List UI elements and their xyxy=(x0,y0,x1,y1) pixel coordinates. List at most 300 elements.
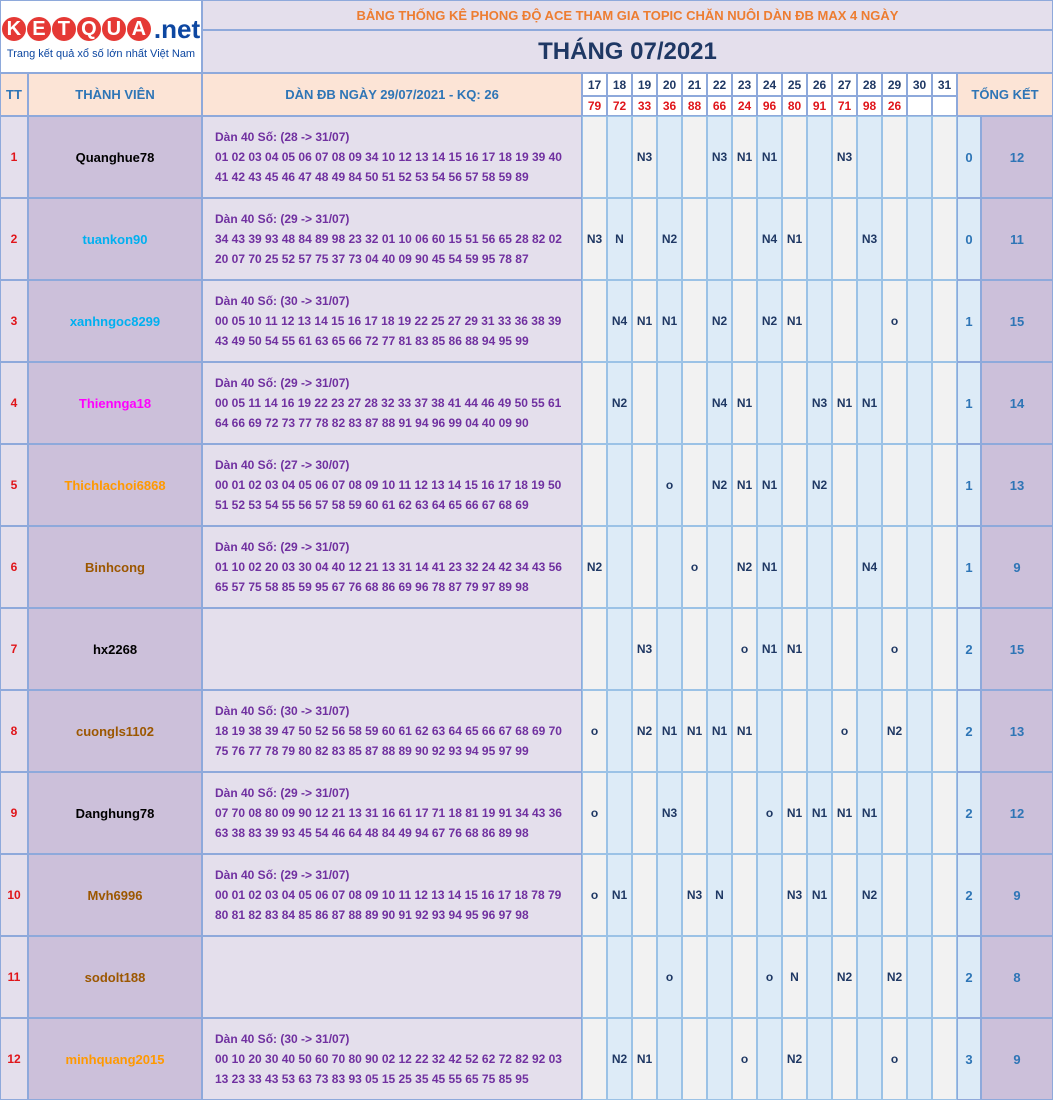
dan-line: 41 42 43 45 46 47 48 49 84 50 51 52 53 54 56 57 58 59 89 xyxy=(215,170,529,184)
dan-line: 01 02 03 04 05 06 07 08 09 34 10 12 13 14 15 16 17 18 19 39 40 xyxy=(215,150,562,164)
dan-line: 13 23 33 43 53 63 73 83 93 05 15 25 35 45 55 65 75 85 95 xyxy=(215,1072,529,1086)
member-name: Thichlachoi6868 xyxy=(28,444,202,526)
day-mark: N3 xyxy=(582,198,607,280)
day-mark xyxy=(807,526,832,608)
day-mark: o xyxy=(882,608,907,690)
day-mark: N2 xyxy=(707,280,732,362)
day-mark xyxy=(832,608,857,690)
dan-cell xyxy=(202,444,582,526)
day-mark xyxy=(632,198,657,280)
dan-line: 18 19 38 39 47 50 52 56 58 59 60 61 62 63 64 65 66 67 68 69 70 xyxy=(215,724,562,738)
day-mark xyxy=(782,690,807,772)
day-mark xyxy=(582,362,607,444)
day-mark xyxy=(657,854,682,936)
day-header: 24 xyxy=(757,73,782,96)
day-mark: N xyxy=(782,936,807,1018)
day-mark xyxy=(782,526,807,608)
day-mark: o xyxy=(757,936,782,1018)
day-mark xyxy=(682,444,707,526)
day-mark xyxy=(832,1018,857,1100)
dan-line: Dàn 40 Số: (29 -> 31/07) xyxy=(215,868,350,882)
day-mark: N2 xyxy=(732,526,757,608)
logo-letter: U xyxy=(102,17,126,41)
day-mark xyxy=(807,936,832,1018)
day-mark: N2 xyxy=(882,936,907,1018)
dan-line: Dàn 40 Số: (30 -> 31/07) xyxy=(215,704,350,718)
dan-line xyxy=(215,987,581,1007)
day-mark: N2 xyxy=(632,690,657,772)
day-mark: N1 xyxy=(832,772,857,854)
month-title: THÁNG 07/2021 xyxy=(202,30,1053,73)
col-total: TỔNG KẾT xyxy=(957,73,1053,116)
col-dan: DÀN ĐB NGÀY 29/07/2021 - KQ: 26 xyxy=(202,73,582,116)
day-header: 29 xyxy=(882,73,907,96)
day-mark xyxy=(682,198,707,280)
day-mark: o xyxy=(757,772,782,854)
day-mark: N1 xyxy=(757,116,782,198)
day-mark xyxy=(632,444,657,526)
day-mark xyxy=(582,116,607,198)
result-header: 24 xyxy=(732,96,757,116)
day-header: 21 xyxy=(682,73,707,96)
logo-letter: A xyxy=(127,17,151,41)
day-mark: N1 xyxy=(782,198,807,280)
dan-line: Dàn 40 Số: (29 -> 31/07) xyxy=(215,540,350,554)
day-mark xyxy=(732,198,757,280)
day-mark xyxy=(857,280,882,362)
day-mark xyxy=(907,362,932,444)
day-mark xyxy=(707,1018,732,1100)
day-mark xyxy=(857,1018,882,1100)
dan-line: 80 81 82 83 84 85 86 87 88 89 90 91 92 93 94 95 96 97 98 xyxy=(215,908,529,922)
logo-tagline: Trang kết quả xổ số lớn nhất Việt Nam xyxy=(6,47,196,60)
day-mark xyxy=(582,444,607,526)
day-mark: N1 xyxy=(832,362,857,444)
dan-cell xyxy=(202,362,582,444)
row-number: 8 xyxy=(0,690,28,772)
day-mark xyxy=(857,444,882,526)
day-header: 25 xyxy=(782,73,807,96)
dan-line: Dàn 40 Số: (29 -> 31/07) xyxy=(215,212,350,226)
day-mark xyxy=(682,362,707,444)
day-mark: N2 xyxy=(807,444,832,526)
day-mark xyxy=(932,854,957,936)
day-header: 17 xyxy=(582,73,607,96)
day-mark xyxy=(832,444,857,526)
result-header xyxy=(907,96,932,116)
day-mark xyxy=(782,362,807,444)
day-mark: N1 xyxy=(607,854,632,936)
sheet-title: BẢNG THỐNG KÊ PHONG ĐỘ ACE THAM GIA TOPIC CHĂN NUÔI DÀN ĐB MAX 4 NGÀY xyxy=(202,0,1053,30)
day-mark: o xyxy=(657,936,682,1018)
logo-letter: Q xyxy=(77,17,101,41)
day-mark xyxy=(807,608,832,690)
member-name: hx2268 xyxy=(28,608,202,690)
day-mark: N1 xyxy=(657,280,682,362)
day-mark: N2 xyxy=(757,280,782,362)
day-mark: N1 xyxy=(807,854,832,936)
day-mark xyxy=(707,608,732,690)
total-count: 13 xyxy=(981,444,1053,526)
dan-line: 63 38 83 39 93 45 54 46 64 48 84 49 94 67 76 68 86 89 98 xyxy=(215,826,529,840)
day-mark xyxy=(582,1018,607,1100)
result-header: 80 xyxy=(782,96,807,116)
day-mark: o xyxy=(582,690,607,772)
row-number: 3 xyxy=(0,280,28,362)
member-name: minhquang2015 xyxy=(28,1018,202,1100)
result-header: 66 xyxy=(707,96,732,116)
day-mark xyxy=(907,608,932,690)
day-mark: N2 xyxy=(782,1018,807,1100)
day-mark: o xyxy=(882,1018,907,1100)
day-mark xyxy=(932,362,957,444)
day-mark xyxy=(607,690,632,772)
total-count: 15 xyxy=(981,608,1053,690)
day-mark xyxy=(732,772,757,854)
day-mark xyxy=(782,444,807,526)
win-count: 1 xyxy=(957,444,981,526)
dan-cell xyxy=(202,198,582,280)
day-mark xyxy=(807,198,832,280)
day-mark: N2 xyxy=(582,526,607,608)
day-mark xyxy=(657,116,682,198)
win-count: 0 xyxy=(957,116,981,198)
dan-line: Dàn 40 Số: (28 -> 31/07) xyxy=(215,130,350,144)
day-mark xyxy=(632,362,657,444)
dan-cell xyxy=(202,690,582,772)
day-mark: N3 xyxy=(832,116,857,198)
day-mark: N1 xyxy=(732,444,757,526)
col-member: THÀNH VIÊN xyxy=(28,73,202,116)
day-mark: N4 xyxy=(607,280,632,362)
day-mark xyxy=(907,198,932,280)
row-number: 4 xyxy=(0,362,28,444)
total-count: 9 xyxy=(981,854,1053,936)
day-mark xyxy=(932,690,957,772)
dan-line: Dàn 40 Số: (29 -> 31/07) xyxy=(215,376,350,390)
day-mark xyxy=(632,936,657,1018)
day-header: 18 xyxy=(607,73,632,96)
total-count: 9 xyxy=(981,1018,1053,1100)
day-mark: N2 xyxy=(707,444,732,526)
day-mark xyxy=(707,198,732,280)
day-mark: N1 xyxy=(732,690,757,772)
day-mark: N3 xyxy=(632,608,657,690)
day-mark xyxy=(932,772,957,854)
win-count: 2 xyxy=(957,690,981,772)
day-mark xyxy=(807,280,832,362)
day-mark xyxy=(657,1018,682,1100)
day-mark: N1 xyxy=(757,526,782,608)
day-mark xyxy=(882,772,907,854)
member-name: tuankon90 xyxy=(28,198,202,280)
dan-cell xyxy=(202,526,582,608)
member-name: cuongls1102 xyxy=(28,690,202,772)
day-mark: N4 xyxy=(757,198,782,280)
day-mark xyxy=(932,198,957,280)
result-header: 33 xyxy=(632,96,657,116)
result-header: 26 xyxy=(882,96,907,116)
day-mark: N1 xyxy=(657,690,682,772)
day-mark: N1 xyxy=(782,280,807,362)
win-count: 2 xyxy=(957,772,981,854)
dan-line: 75 76 77 78 79 80 82 83 85 87 88 89 90 92 93 94 95 97 99 xyxy=(215,744,529,758)
day-mark xyxy=(582,936,607,1018)
row-number: 10 xyxy=(0,854,28,936)
day-mark xyxy=(907,444,932,526)
member-name: xanhngoc8299 xyxy=(28,280,202,362)
day-mark xyxy=(757,690,782,772)
day-mark xyxy=(607,936,632,1018)
day-mark: N1 xyxy=(857,772,882,854)
day-header: 26 xyxy=(807,73,832,96)
day-mark: N3 xyxy=(807,362,832,444)
day-mark: N xyxy=(707,854,732,936)
dan-line: 43 49 50 54 55 61 63 65 66 72 77 81 83 85 86 88 94 95 99 xyxy=(215,334,529,348)
day-mark xyxy=(632,772,657,854)
total-count: 12 xyxy=(981,772,1053,854)
day-mark: N3 xyxy=(707,116,732,198)
day-mark: N1 xyxy=(682,690,707,772)
day-mark xyxy=(657,526,682,608)
day-mark xyxy=(732,936,757,1018)
day-mark: N3 xyxy=(682,854,707,936)
day-mark xyxy=(607,526,632,608)
day-mark xyxy=(607,608,632,690)
day-mark xyxy=(607,772,632,854)
dan-cell xyxy=(202,936,582,1018)
dan-line xyxy=(215,619,581,639)
row-number: 12 xyxy=(0,1018,28,1100)
day-mark xyxy=(882,854,907,936)
day-mark xyxy=(582,608,607,690)
row-number: 11 xyxy=(0,936,28,1018)
day-mark xyxy=(907,772,932,854)
row-number: 9 xyxy=(0,772,28,854)
day-header: 28 xyxy=(857,73,882,96)
dan-line: 34 43 39 93 48 84 89 98 23 32 01 10 06 60 15 51 56 65 28 82 02 xyxy=(215,232,562,246)
day-mark xyxy=(832,854,857,936)
total-count: 15 xyxy=(981,280,1053,362)
day-mark xyxy=(907,526,932,608)
dan-cell xyxy=(202,772,582,854)
day-mark xyxy=(707,936,732,1018)
day-mark xyxy=(757,362,782,444)
dan-line: 00 10 20 30 40 50 60 70 80 90 02 12 22 32 42 52 62 72 82 92 03 xyxy=(215,1052,562,1066)
day-mark xyxy=(932,1018,957,1100)
day-mark: N3 xyxy=(782,854,807,936)
row-number: 7 xyxy=(0,608,28,690)
result-header: 71 xyxy=(832,96,857,116)
total-count: 8 xyxy=(981,936,1053,1018)
day-mark xyxy=(807,116,832,198)
day-mark: N2 xyxy=(832,936,857,1018)
day-header: 23 xyxy=(732,73,757,96)
day-mark xyxy=(882,526,907,608)
day-header: 27 xyxy=(832,73,857,96)
day-mark: N1 xyxy=(632,1018,657,1100)
day-mark xyxy=(882,362,907,444)
day-mark: o xyxy=(657,444,682,526)
dan-line xyxy=(215,639,581,659)
logo-letter: E xyxy=(27,17,51,41)
day-mark xyxy=(807,690,832,772)
member-name: Thiennga18 xyxy=(28,362,202,444)
day-mark: N1 xyxy=(732,116,757,198)
dan-line: 51 52 53 54 55 56 57 58 59 60 61 62 63 64 65 66 67 68 69 xyxy=(215,498,529,512)
dan-line xyxy=(215,967,581,987)
day-mark xyxy=(857,690,882,772)
day-mark xyxy=(707,772,732,854)
dan-line: 01 10 02 20 03 30 04 40 12 21 13 31 14 41 23 32 24 42 34 43 56 xyxy=(215,560,562,574)
day-mark: N3 xyxy=(857,198,882,280)
day-header: 31 xyxy=(932,73,957,96)
day-mark xyxy=(882,198,907,280)
day-mark xyxy=(932,116,957,198)
day-mark: N2 xyxy=(857,854,882,936)
day-mark xyxy=(607,116,632,198)
day-mark xyxy=(907,936,932,1018)
day-mark: N4 xyxy=(707,362,732,444)
day-mark: N1 xyxy=(807,772,832,854)
row-number: 1 xyxy=(0,116,28,198)
dan-line: 07 70 08 80 09 90 12 21 13 31 16 61 17 71 18 81 19 91 34 43 36 xyxy=(215,806,562,820)
day-mark: N3 xyxy=(632,116,657,198)
day-mark: o xyxy=(582,772,607,854)
day-mark: N1 xyxy=(732,362,757,444)
win-count: 2 xyxy=(957,854,981,936)
dan-line: 65 57 75 58 85 59 95 67 76 68 86 69 96 78 87 79 97 89 98 xyxy=(215,580,529,594)
day-mark xyxy=(832,280,857,362)
day-mark xyxy=(907,690,932,772)
dan-line: Dàn 40 Số: (30 -> 31/07) xyxy=(215,1032,350,1046)
day-mark xyxy=(632,526,657,608)
day-mark xyxy=(757,854,782,936)
day-mark xyxy=(932,280,957,362)
day-mark: N2 xyxy=(882,690,907,772)
result-header xyxy=(932,96,957,116)
day-mark: N1 xyxy=(782,772,807,854)
row-number: 2 xyxy=(0,198,28,280)
win-count: 0 xyxy=(957,198,981,280)
day-mark xyxy=(682,280,707,362)
day-mark xyxy=(682,772,707,854)
win-count: 2 xyxy=(957,936,981,1018)
day-mark: N2 xyxy=(657,198,682,280)
win-count: 1 xyxy=(957,362,981,444)
result-header: 98 xyxy=(857,96,882,116)
day-header: 19 xyxy=(632,73,657,96)
result-header: 36 xyxy=(657,96,682,116)
day-mark: N1 xyxy=(857,362,882,444)
logo-letter: K xyxy=(2,17,26,41)
day-mark xyxy=(907,280,932,362)
day-mark xyxy=(682,936,707,1018)
dan-line: Dàn 40 Số: (29 -> 31/07) xyxy=(215,786,350,800)
day-mark xyxy=(882,116,907,198)
day-mark xyxy=(732,854,757,936)
win-count: 1 xyxy=(957,526,981,608)
day-mark xyxy=(932,444,957,526)
day-mark: N xyxy=(607,198,632,280)
day-mark xyxy=(682,1018,707,1100)
row-number: 6 xyxy=(0,526,28,608)
day-mark xyxy=(857,936,882,1018)
day-mark: o xyxy=(682,526,707,608)
day-mark xyxy=(657,362,682,444)
dan-line: 00 01 02 03 04 05 06 07 08 09 10 11 12 13 14 15 16 17 18 19 50 xyxy=(215,478,562,492)
day-header: 30 xyxy=(907,73,932,96)
day-mark: o xyxy=(732,608,757,690)
day-mark: o xyxy=(732,1018,757,1100)
win-count: 1 xyxy=(957,280,981,362)
day-mark: N2 xyxy=(607,362,632,444)
day-mark xyxy=(857,608,882,690)
day-mark xyxy=(682,608,707,690)
result-header: 88 xyxy=(682,96,707,116)
result-header: 91 xyxy=(807,96,832,116)
day-mark xyxy=(607,444,632,526)
day-mark: N1 xyxy=(757,444,782,526)
total-count: 11 xyxy=(981,198,1053,280)
dan-line: Dàn 40 Số: (30 -> 31/07) xyxy=(215,294,350,308)
total-count: 14 xyxy=(981,362,1053,444)
day-mark: N1 xyxy=(782,608,807,690)
day-mark: o xyxy=(882,280,907,362)
day-mark: N1 xyxy=(707,690,732,772)
day-mark xyxy=(732,280,757,362)
dan-cell xyxy=(202,1018,582,1100)
day-mark xyxy=(832,198,857,280)
day-header: 22 xyxy=(707,73,732,96)
day-mark: N1 xyxy=(757,608,782,690)
logo-letter: T xyxy=(52,17,76,41)
day-mark xyxy=(632,854,657,936)
total-count: 9 xyxy=(981,526,1053,608)
day-mark xyxy=(807,1018,832,1100)
win-count: 2 xyxy=(957,608,981,690)
row-number: 5 xyxy=(0,444,28,526)
day-mark xyxy=(707,526,732,608)
dan-line: 00 01 02 03 04 05 06 07 08 09 10 11 12 13 14 15 16 17 18 78 79 xyxy=(215,888,562,902)
total-count: 13 xyxy=(981,690,1053,772)
day-mark xyxy=(882,444,907,526)
dan-cell xyxy=(202,608,582,690)
day-mark xyxy=(932,936,957,1018)
day-mark xyxy=(832,526,857,608)
member-name: Quanghue78 xyxy=(28,116,202,198)
day-mark xyxy=(782,116,807,198)
day-mark xyxy=(857,116,882,198)
day-mark xyxy=(907,1018,932,1100)
day-mark xyxy=(932,526,957,608)
day-mark xyxy=(657,608,682,690)
result-header: 96 xyxy=(757,96,782,116)
logo-wordmark xyxy=(2,14,200,45)
dan-cell xyxy=(202,854,582,936)
member-name: Danghung78 xyxy=(28,772,202,854)
day-mark xyxy=(932,608,957,690)
dan-cell xyxy=(202,280,582,362)
dan-line: 64 66 69 72 73 77 78 82 83 87 88 91 94 96 99 04 40 09 90 xyxy=(215,416,529,430)
result-header: 72 xyxy=(607,96,632,116)
day-mark: N4 xyxy=(857,526,882,608)
day-mark xyxy=(907,854,932,936)
day-mark: o xyxy=(582,854,607,936)
day-header: 20 xyxy=(657,73,682,96)
logo xyxy=(0,0,202,73)
day-mark: o xyxy=(832,690,857,772)
